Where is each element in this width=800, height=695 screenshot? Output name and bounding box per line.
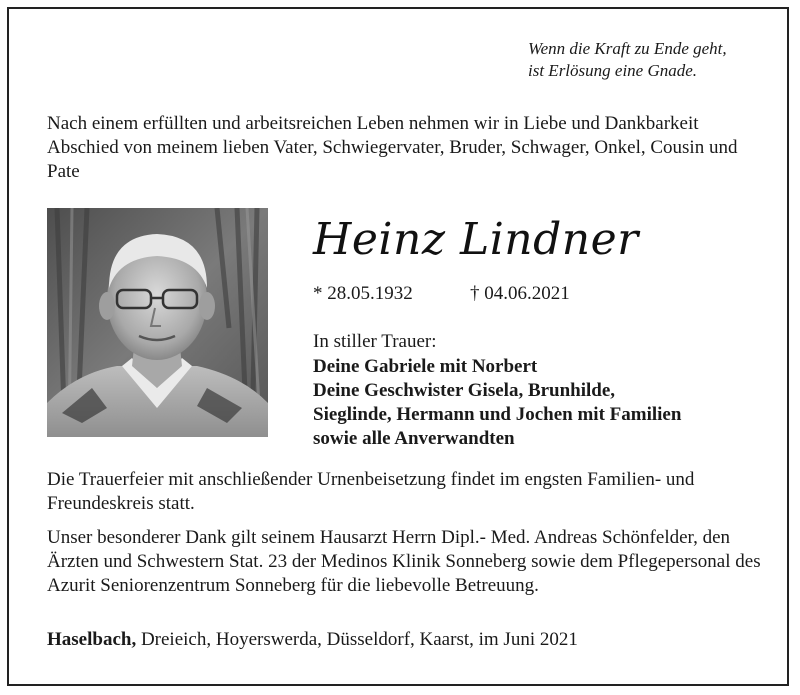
funeral-note: Die Trauerfeier mit anschließender Urnenbeisetzung findet im engsten Familien- und Freundeskreis statt. xyxy=(47,469,695,514)
portrait-image xyxy=(47,208,268,437)
quote-line-1: Wenn die Kraft zu Ende geht, xyxy=(528,39,727,58)
deceased-name: Heinz Lindner xyxy=(313,214,639,265)
home-town: Haselbach, xyxy=(47,629,137,650)
death-date: † 04.06.2021 xyxy=(470,283,570,304)
mourning-label: In stiller Trauer: xyxy=(313,331,437,352)
life-dates xyxy=(313,282,570,306)
thanks-note: Unser besonderer Dank gilt seinem Hausarzt Herrn Dipl.- Med. Andreas Schönfelder, den Ärzten und Schwestern Stat. 23 der Medinos Klinik Sonneberg sowie dem Pflegepersonal des Azurit Seniorenzentrum Sonneberg für die liebevolle Betreuung. xyxy=(47,527,761,596)
quote-line-2: ist Erlösung eine Gnade. xyxy=(528,61,698,80)
memorial-quote xyxy=(528,38,758,82)
mourners-list xyxy=(313,355,753,451)
mourner-line: sowie alle Anverwandten xyxy=(313,428,515,449)
portrait-photo xyxy=(47,208,268,437)
mourner-line: Sieglinde, Hermann und Jochen mit Familien xyxy=(313,404,682,425)
place-and-date xyxy=(47,628,767,652)
mourner-line: Deine Geschwister Gisela, Brunhilde, xyxy=(313,380,616,401)
other-places-date: Dreieich, Hoyerswerda, Düsseldorf, Kaarst, im Juni 2021 xyxy=(136,629,578,650)
mourner-line: Deine Gabriele mit Norbert xyxy=(313,356,538,377)
intro-text: Nach einem erfüllten und arbeitsreichen Leben nehmen wir in Liebe und Dankbarkeit Abschied von meinem lieben Vater, Schwiegervater, Bruder, Schwager, Onkel, Cousin und Pate xyxy=(47,113,738,182)
birth-date: * 28.05.1932 xyxy=(313,283,413,304)
